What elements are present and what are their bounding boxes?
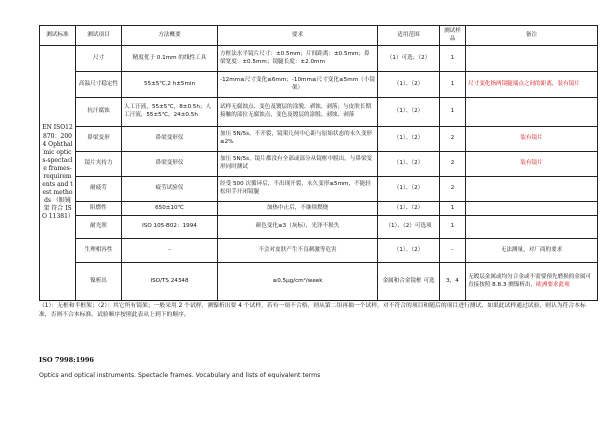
method-cell: – xyxy=(122,239,218,263)
sample-cell: 3，4 xyxy=(440,263,466,301)
requirement-cell: 颜色变化≤3（灰标），光泽不损失 xyxy=(218,216,378,239)
item-cell: 抗汗腐蚀 xyxy=(76,98,122,127)
remark-cell xyxy=(466,177,598,202)
scope-cell: （1）、（2） xyxy=(378,152,440,177)
item-cell: 鼻梁变形 xyxy=(76,127,122,152)
remark-cell: 装有镜片 xyxy=(466,127,598,152)
sample-cell: – xyxy=(440,239,466,263)
method-cell: 55±5℃,2 h±5min xyxy=(122,72,218,98)
scope-cell: （1）、（2） xyxy=(378,239,440,263)
method-cell: 疲劳试验仪 xyxy=(122,177,218,202)
remark-cell xyxy=(466,46,598,72)
requirement-cell: 加压 5N/5s，不开裂，镜架几何中心距与原始状态的永久变形≤2% xyxy=(218,127,378,152)
sample-cell: 2 xyxy=(440,127,466,152)
sample-cell: 2 xyxy=(440,152,466,177)
scope-cell: （1）可选；（2） xyxy=(378,46,440,72)
table-row xyxy=(40,239,598,263)
item-cell: 镜片夹持力 xyxy=(76,152,122,177)
scope-cell: （1）、（2） xyxy=(378,202,440,216)
scope-cell: （1）、（2） xyxy=(378,127,440,152)
table-row xyxy=(40,216,598,239)
sample-cell: 1 xyxy=(440,216,466,239)
iso-standard-title: ISO 7998:1996 xyxy=(39,356,95,364)
requirement-cell: 经受 500 次循环后，不出现开裂，永久变形≤5mm，不能轻松用手开闭镜腿 xyxy=(218,177,378,202)
remark-cell xyxy=(466,263,598,301)
remark-red-text: 欧洲要求此项 xyxy=(536,281,570,288)
col-header-standard: 测试标准 xyxy=(40,26,76,46)
method-cell: 精度优于 0.1mm 的线性工具 xyxy=(122,46,218,72)
iso-standard-subtitle: Optics and optical instruments. Spectacle frames. Vocabulary and lists of equivalent terms xyxy=(39,372,321,379)
remark-cell xyxy=(466,216,598,239)
sample-cell: 1 xyxy=(440,46,466,72)
scope-cell: （1）、（2） xyxy=(378,177,440,202)
table-row xyxy=(40,46,598,72)
remark-cell xyxy=(466,98,598,127)
requirement-cell: 加压 5N/5s，镜片都没有全部或部分从镜框中脱出，与鼻梁变形同时测试 xyxy=(218,152,378,177)
item-cell: 耐疲劳 xyxy=(76,177,122,202)
method-cell: ISO 105-B02：1994 xyxy=(122,216,218,239)
item-cell: 尺寸 xyxy=(76,46,122,72)
spec-table xyxy=(39,25,598,301)
scope-cell: （1）、（2） xyxy=(378,72,440,98)
requirement-cell: -12mm≤尺寸变化≤6mm；-10mm≤尺寸变化≤5mm（小镜架） xyxy=(218,72,378,98)
table-row xyxy=(40,152,598,177)
scope-cell: （1）、（2）可选项 xyxy=(378,216,440,239)
table-row xyxy=(40,177,598,202)
item-cell: 高温尺寸稳定性 xyxy=(76,72,122,98)
method-cell: 鼻梁变形仪 xyxy=(122,152,218,177)
method-cell: 鼻梁变形仪 xyxy=(122,127,218,152)
standard-cell: EN ISO12870：2004 Ophthalmic optics-spectacle frames-requirements and test methods （眼镜架 符合 ISO 11381） xyxy=(40,46,76,301)
remark-cell: 尺寸变化指两镜腿端点之间的距离，装有镜片 xyxy=(466,72,598,98)
scope-cell: （1）、（2） xyxy=(378,98,440,127)
item-cell: 耐光照 xyxy=(76,216,122,239)
col-header-scope: 适用范围 xyxy=(378,26,440,46)
col-header-remark: 备注 xyxy=(466,26,598,46)
sample-cell: 1 xyxy=(440,98,466,127)
table-row xyxy=(40,263,598,301)
table-row xyxy=(40,202,598,216)
remark-cell xyxy=(466,202,598,216)
item-cell: 生理相容性 xyxy=(76,239,122,263)
remark-text: 无镀层金属或均匀合金或不需要预先磨损的金属可直接按照 8.8.3 测镍析出， xyxy=(468,273,592,288)
method-cell: 650±10℃ xyxy=(122,202,218,216)
sample-cell: 1 xyxy=(440,72,466,98)
col-header-sample: 测试样品 xyxy=(440,26,466,46)
item-cell: 镍析出 xyxy=(76,263,122,301)
requirement-cell: 不会对皮肤产生不良刺激等危害 xyxy=(218,239,378,263)
requirement-cell: ≤0.5μg/cm²/week xyxy=(218,263,378,301)
method-cell: 人工汗液，55±5℃，8±0.5h；人工汗液，55±5℃，24±0.5h xyxy=(122,98,218,127)
table-row xyxy=(40,72,598,98)
method-cell: ISO/TS 24348 xyxy=(122,263,218,301)
col-header-item: 测试项目 xyxy=(76,26,122,46)
requirement-cell: 试样无腐蚀点、变色及镀层的涂脱、剥蚀、剥落；与皮肤长期接触的部位无腐蚀点、变色及镀层的涂脱、剥蚀、剥落 xyxy=(218,98,378,127)
requirement-cell: 加热中止后，不继续燃烧 xyxy=(218,202,378,216)
col-header-method: 方法概要 xyxy=(122,26,218,46)
table-row xyxy=(40,98,598,127)
remark-cell: 装有镜片 xyxy=(466,152,598,177)
footnote: （1）：无框和半框架；（2）：其它所有镜架；一般采用 2 个试样，测镍析出要 4 个试样，若有一项不合格，则从第二组再抽一个试样，对不符合的项目和随后的项目进行测试，如果此试样通过试验，则认为符合本标准，否则不合本标准。试验顺序按照此表从上到下的顺序。 xyxy=(39,303,586,318)
table-row xyxy=(40,127,598,152)
col-header-requirement: 要求 xyxy=(218,26,378,46)
scope-cell: 金属和合金镜框 可选 xyxy=(378,263,440,301)
requirement-cell: 方框法水平镜片尺寸：±0.5mm；片间距离：±0.5mm；鼻梁宽度：±0.5mm；镜腿长度：±2.0mm xyxy=(218,46,378,72)
table-header-row xyxy=(40,26,598,46)
remark-cell: 无法测量，对厂商的要求 xyxy=(466,239,598,263)
item-cell: 阻燃性 xyxy=(76,202,122,216)
sample-cell: 2 xyxy=(440,177,466,202)
sample-cell: 1 xyxy=(440,202,466,216)
